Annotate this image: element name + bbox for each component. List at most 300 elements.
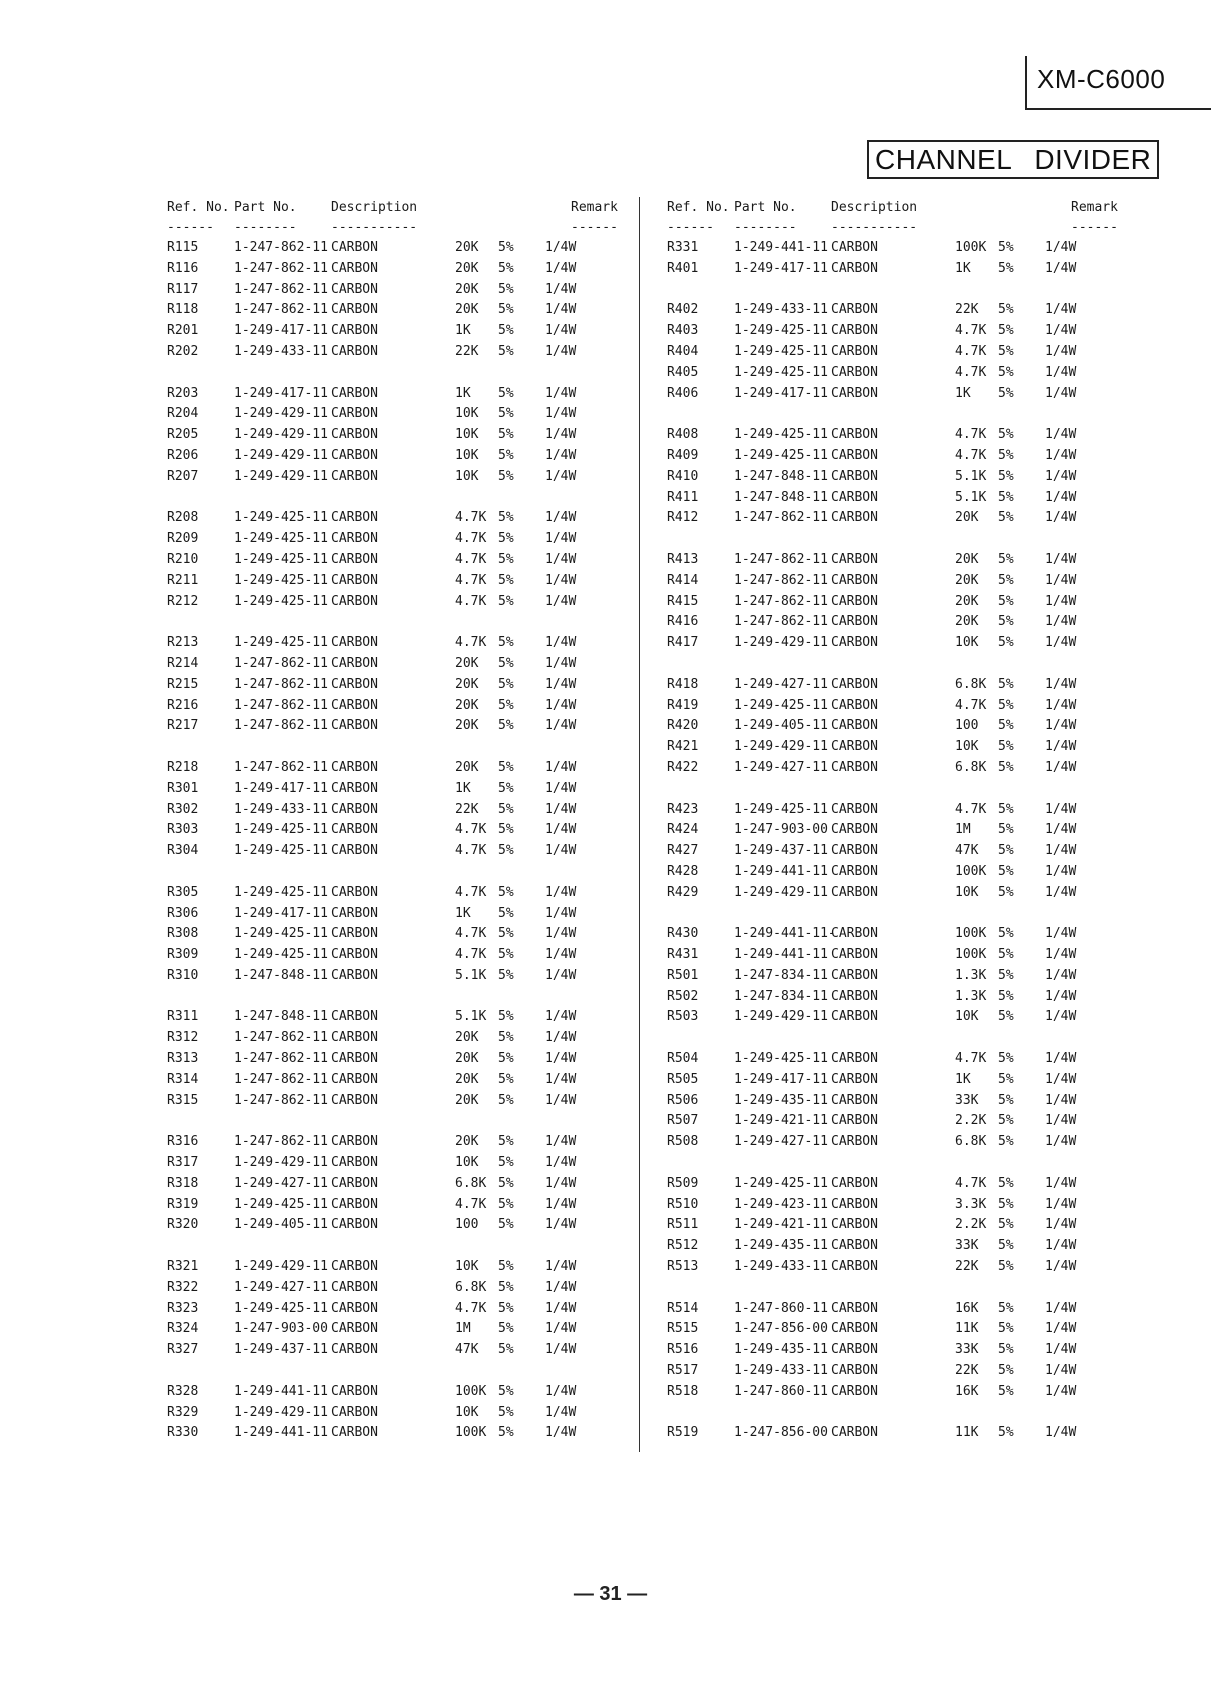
ref-no: R315	[167, 1092, 199, 1108]
tolerance: 5%	[498, 1217, 514, 1233]
ref-no: R216	[167, 697, 199, 713]
ref-no: R316	[167, 1134, 199, 1150]
tolerance: 5%	[498, 635, 514, 651]
description: CARBON	[831, 1051, 878, 1067]
power-rating: 1/4W	[545, 302, 577, 318]
table-row	[667, 987, 1137, 1008]
table-row	[167, 966, 637, 987]
table-row	[167, 945, 637, 966]
ref-no: R322	[167, 1279, 199, 1295]
description: CARBON	[331, 1300, 378, 1316]
table-row	[167, 654, 637, 675]
table-row	[167, 1299, 637, 1320]
tolerance: 5%	[998, 1071, 1014, 1087]
tolerance: 5%	[498, 1175, 514, 1191]
tolerance: 5%	[998, 489, 1014, 505]
value: 20K	[955, 593, 979, 609]
value: 4.7K	[955, 447, 987, 463]
power-rating: 1/4W	[545, 260, 577, 276]
description: CARBON	[331, 1259, 378, 1275]
value: 6.8K	[455, 1175, 487, 1191]
description: CARBON	[831, 323, 878, 339]
value: 1K	[455, 385, 471, 401]
value: 10K	[955, 739, 979, 755]
section-title-word: DIVIDER	[1034, 144, 1152, 175]
part-no: 1-249-425-11	[734, 1175, 828, 1191]
tolerance: 5%	[998, 1259, 1014, 1275]
power-rating: 1/4W	[545, 447, 577, 463]
power-rating: 1/4W	[545, 822, 577, 838]
table-row	[167, 696, 637, 717]
power-rating: 1/4W	[545, 1404, 577, 1420]
part-no: 1-249-429-11	[734, 635, 828, 651]
tolerance: 5%	[998, 593, 1014, 609]
tolerance: 5%	[998, 1217, 1014, 1233]
tolerance: 5%	[498, 759, 514, 775]
value: 100K	[955, 240, 987, 255]
tolerance: 5%	[498, 905, 514, 921]
description: CARBON	[831, 572, 878, 588]
description: CARBON	[831, 967, 878, 983]
value: 4.7K	[455, 1196, 487, 1212]
part-no: 1-249-435-11	[734, 1238, 828, 1254]
description: CARBON	[831, 988, 878, 1004]
value: 4.7K	[455, 1300, 487, 1316]
power-rating: 1/4W	[1045, 1196, 1077, 1212]
tolerance: 5%	[498, 926, 514, 942]
tolerance: 5%	[498, 447, 514, 463]
power-rating: 1/4W	[1045, 1363, 1077, 1379]
tolerance: 5%	[498, 1051, 514, 1067]
tolerance: 5%	[998, 1363, 1014, 1379]
part-no: 1-249-433-11	[734, 1363, 828, 1379]
part-no: 1-249-425-11	[734, 1051, 828, 1067]
table-row	[167, 238, 637, 259]
table-row	[167, 716, 637, 737]
table-row	[167, 446, 637, 467]
value: 16K	[955, 1300, 979, 1316]
parts-list-body	[667, 238, 1137, 1444]
value: 20K	[955, 510, 979, 526]
power-rating: 1/4W	[1045, 739, 1077, 755]
ref-no: R402	[667, 302, 699, 318]
value: 4.7K	[455, 593, 487, 609]
model-number: XM-C6000	[1037, 64, 1166, 94]
tolerance: 5%	[998, 1342, 1014, 1358]
table-row	[667, 716, 1137, 737]
part-no: 1-249-433-11	[734, 302, 828, 318]
tolerance: 5%	[998, 343, 1014, 359]
power-rating: 1/4W	[545, 635, 577, 651]
description: CARBON	[331, 926, 378, 942]
description: CARBON	[331, 468, 378, 484]
table-row	[667, 508, 1137, 529]
part-no: 1-249-429-11	[234, 1155, 328, 1171]
value: 100K	[455, 1383, 487, 1399]
part-no: 1-247-862-11	[234, 1030, 328, 1046]
tolerance: 5%	[998, 1321, 1014, 1337]
power-rating: 1/4W	[545, 1383, 577, 1399]
ref-no: R321	[167, 1259, 199, 1275]
ref-no: R211	[167, 572, 199, 588]
tolerance: 5%	[498, 343, 514, 359]
description: CARBON	[331, 1071, 378, 1087]
ref-no: R401	[667, 260, 699, 276]
ref-no: R317	[167, 1155, 199, 1171]
description: CARBON	[831, 1071, 878, 1087]
part-no: 1-249-427-11	[734, 759, 828, 775]
table-row	[167, 259, 637, 280]
tolerance: 5%	[498, 947, 514, 963]
part-no: 1-247-862-11	[234, 281, 328, 297]
part-no: 1-247-848-11	[234, 967, 328, 983]
part-no: 1-249-425-11	[234, 947, 328, 963]
group-spacer	[667, 1403, 1137, 1424]
power-rating: 1/4W	[545, 1279, 577, 1295]
power-rating: 1/4W	[545, 281, 577, 297]
table-row	[167, 300, 637, 321]
ref-no: R504	[667, 1051, 699, 1067]
ref-no: R517	[667, 1363, 699, 1379]
table-row	[667, 571, 1137, 592]
description-underline: -----------	[831, 220, 918, 235]
value: 2.2K	[955, 1217, 987, 1233]
table-row	[667, 1423, 1137, 1444]
description: CARBON	[331, 1196, 378, 1212]
tolerance: 5%	[998, 1051, 1014, 1067]
description: CARBON	[831, 1363, 878, 1379]
value: 10K	[455, 427, 479, 443]
part-no: 1-249-427-11	[734, 1134, 828, 1150]
tolerance: 5%	[998, 1383, 1014, 1399]
model-frame-horizontal-rule	[1025, 108, 1211, 110]
group-spacer	[167, 1236, 637, 1257]
table-row	[667, 1215, 1137, 1236]
power-rating: 1/4W	[545, 843, 577, 859]
value: 10K	[955, 1009, 979, 1025]
power-rating: 1/4W	[1045, 1071, 1077, 1087]
power-rating: 1/4W	[1045, 323, 1077, 339]
value: 10K	[455, 468, 479, 484]
description: CARBON	[331, 1279, 378, 1295]
ref-no: R202	[167, 343, 199, 359]
power-rating: 1/4W	[1045, 447, 1077, 463]
part-no: 1-249-429-11	[734, 884, 828, 900]
value: 22K	[955, 1363, 979, 1379]
tolerance: 5%	[498, 551, 514, 567]
table-row	[667, 1319, 1137, 1340]
value: 33K	[955, 1238, 979, 1254]
power-rating: 1/4W	[1045, 1342, 1077, 1358]
table-row	[167, 904, 637, 925]
power-rating: 1/4W	[545, 531, 577, 547]
tolerance: 5%	[498, 967, 514, 983]
part-underline: --------	[734, 220, 797, 235]
part-no: 1-247-856-00	[734, 1425, 828, 1441]
power-rating: 1/4W	[1045, 988, 1077, 1004]
power-rating: 1/4W	[1045, 1300, 1077, 1316]
ref-no: R513	[667, 1259, 699, 1275]
table-row	[167, 467, 637, 488]
value: 6.8K	[955, 1134, 987, 1150]
table-row	[167, 1028, 637, 1049]
value: 20K	[455, 302, 479, 318]
part-no: 1-247-862-11	[234, 676, 328, 692]
power-rating: 1/4W	[1045, 1259, 1077, 1275]
tolerance: 5%	[998, 926, 1014, 942]
power-rating: 1/4W	[1045, 635, 1077, 651]
table-row	[667, 1091, 1137, 1112]
value: 4.7K	[955, 427, 987, 443]
description: CARBON	[831, 1009, 878, 1025]
table-row	[667, 259, 1137, 280]
tolerance: 5%	[498, 1404, 514, 1420]
table-row	[667, 384, 1137, 405]
description: CARBON	[831, 427, 878, 443]
part-no: 1-249-429-11	[234, 468, 328, 484]
part-header: Part No.	[234, 200, 297, 215]
part-no: 1-247-862-11	[734, 572, 828, 588]
ref-no: R308	[167, 926, 199, 942]
ref-no: R324	[167, 1321, 199, 1337]
ref-no: R430	[667, 926, 699, 942]
power-rating: 1/4W	[545, 427, 577, 443]
value: 1M	[455, 1321, 471, 1337]
table-row	[167, 924, 637, 945]
ref-no: R404	[667, 343, 699, 359]
value: 4.7K	[455, 926, 487, 942]
value: 1K	[955, 260, 971, 276]
value: 11K	[955, 1321, 979, 1337]
part-no: 1-249-433-11	[234, 801, 328, 817]
part-no: 1-249-427-11	[234, 1175, 328, 1191]
value: 20K	[955, 551, 979, 567]
part-no: 1-249-441-11	[734, 240, 828, 255]
tolerance: 5%	[498, 1342, 514, 1358]
tolerance: 5%	[498, 302, 514, 318]
ref-no: R419	[667, 697, 699, 713]
description: CARBON	[831, 1342, 878, 1358]
table-row	[667, 800, 1137, 821]
ref-no: R212	[167, 593, 199, 609]
power-rating: 1/4W	[545, 1217, 577, 1233]
part-no: 1-247-862-11	[734, 510, 828, 526]
value: 1K	[955, 1071, 971, 1087]
value: 4.7K	[955, 364, 987, 380]
description: CARBON	[331, 385, 378, 401]
value: 1K	[455, 323, 471, 339]
group-spacer	[667, 654, 1137, 675]
value: 4.7K	[955, 323, 987, 339]
tolerance: 5%	[498, 510, 514, 526]
value: 1K	[955, 385, 971, 401]
tolerance: 5%	[498, 1383, 514, 1399]
part-no: 1-247-903-00	[234, 1321, 328, 1337]
value: 100	[955, 718, 979, 734]
description: CARBON	[831, 1175, 878, 1191]
tolerance: 5%	[998, 843, 1014, 859]
description: CARBON	[831, 1383, 878, 1399]
ref-no: R327	[167, 1342, 199, 1358]
ref-no: R330	[167, 1425, 199, 1441]
tolerance: 5%	[498, 718, 514, 734]
tolerance: 5%	[998, 260, 1014, 276]
power-rating: 1/4W	[1045, 551, 1077, 567]
description: CARBON	[831, 364, 878, 380]
description: CARBON	[331, 593, 378, 609]
ref-no: R117	[167, 281, 199, 297]
power-rating: 1/4W	[1045, 947, 1077, 963]
part-no: 1-249-429-11	[734, 739, 828, 755]
ref-no: R418	[667, 676, 699, 692]
ref-no: R505	[667, 1071, 699, 1087]
group-spacer	[667, 280, 1137, 301]
part-no: 1-249-425-11	[734, 343, 828, 359]
part-no: 1-247-862-11	[234, 1071, 328, 1087]
power-rating: 1/4W	[1045, 1134, 1077, 1150]
ref-no: R118	[167, 302, 199, 318]
value: 20K	[455, 697, 479, 713]
value: 5.1K	[955, 468, 987, 484]
power-rating: 1/4W	[545, 718, 577, 734]
description: CARBON	[831, 1196, 878, 1212]
tolerance: 5%	[998, 1113, 1014, 1129]
part-no: 1-249-429-11	[234, 427, 328, 443]
tolerance: 5%	[498, 843, 514, 859]
part-no: 1-249-429-11	[234, 447, 328, 463]
value: 100K	[955, 863, 987, 879]
table-row	[667, 841, 1137, 862]
part-no: 1-249-441-11	[234, 1383, 328, 1399]
table-row	[167, 280, 637, 301]
ref-no: R207	[167, 468, 199, 484]
ref-no: R403	[667, 323, 699, 339]
tolerance: 5%	[998, 947, 1014, 963]
description: CARBON	[831, 260, 878, 276]
description: CARBON	[831, 739, 878, 755]
power-rating: 1/4W	[1045, 1425, 1077, 1441]
tolerance: 5%	[498, 1259, 514, 1275]
tolerance: 5%	[998, 1009, 1014, 1025]
power-rating: 1/4W	[1045, 1383, 1077, 1399]
table-row	[167, 1007, 637, 1028]
part-no: 1-249-429-11	[234, 406, 328, 422]
power-rating: 1/4W	[1045, 593, 1077, 609]
group-spacer	[667, 1028, 1137, 1049]
part-no: 1-247-862-11	[234, 1051, 328, 1067]
description: CARBON	[331, 1030, 378, 1046]
tolerance: 5%	[498, 323, 514, 339]
table-row	[667, 1382, 1137, 1403]
ref-no: R516	[667, 1342, 699, 1358]
ref-no: R328	[167, 1383, 199, 1399]
ref-no: R510	[667, 1196, 699, 1212]
power-rating: 1/4W	[1045, 843, 1077, 859]
description: CARBON	[331, 406, 378, 422]
part-no: 1-247-862-11	[234, 1134, 328, 1150]
tolerance: 5%	[498, 801, 514, 817]
value: 5.1K	[955, 489, 987, 505]
power-rating: 1/4W	[545, 947, 577, 963]
table-row	[167, 841, 637, 862]
value: 4.7K	[955, 697, 987, 713]
description: CARBON	[831, 697, 878, 713]
part-no: 1-249-405-11	[234, 1217, 328, 1233]
value: 20K	[455, 718, 479, 734]
value: 11K	[955, 1425, 979, 1441]
ref-no: R428	[667, 863, 699, 879]
description: CARBON	[831, 1217, 878, 1233]
tolerance: 5%	[998, 1134, 1014, 1150]
value: 20K	[455, 1051, 479, 1067]
part-no: 1-249-435-11	[734, 1092, 828, 1108]
description: CARBON	[331, 1342, 378, 1358]
part-no: 1-249-427-11	[734, 676, 828, 692]
table-row	[167, 1070, 637, 1091]
tolerance: 5%	[498, 1196, 514, 1212]
ref-no: R427	[667, 843, 699, 859]
power-rating: 1/4W	[1045, 1009, 1077, 1025]
tolerance: 5%	[998, 676, 1014, 692]
tolerance: 5%	[498, 427, 514, 443]
tolerance: 5%	[998, 323, 1014, 339]
parts-list-right-column	[667, 198, 1137, 1444]
description: CARBON	[831, 1092, 878, 1108]
value: 4.7K	[955, 343, 987, 359]
value: 4.7K	[455, 843, 487, 859]
value: 1K	[455, 780, 471, 796]
ref-no: R421	[667, 739, 699, 755]
value: 4.7K	[455, 510, 487, 526]
part-no: 1-249-417-11	[234, 905, 328, 921]
table-row	[167, 633, 637, 654]
power-rating: 1/4W	[1045, 614, 1077, 630]
part-header: Part No.	[734, 200, 797, 215]
description: CARBON	[831, 385, 878, 401]
group-spacer	[167, 862, 637, 883]
power-rating: 1/4W	[545, 905, 577, 921]
tolerance: 5%	[498, 884, 514, 900]
table-row	[667, 446, 1137, 467]
value: 20K	[455, 281, 479, 297]
part-no: 1-249-417-11	[234, 385, 328, 401]
table-row	[667, 675, 1137, 696]
ref-no: R205	[167, 427, 199, 443]
tolerance: 5%	[998, 240, 1014, 255]
power-rating: 1/4W	[545, 1071, 577, 1087]
ref-no: R415	[667, 593, 699, 609]
power-rating: 1/4W	[545, 884, 577, 900]
power-rating: 1/4W	[1045, 1051, 1077, 1067]
table-row	[667, 758, 1137, 779]
part-no: 1-249-417-11	[734, 1071, 828, 1087]
ref-no: R414	[667, 572, 699, 588]
table-row	[167, 1257, 637, 1278]
power-rating: 1/4W	[1045, 967, 1077, 983]
power-rating: 1/4W	[1045, 572, 1077, 588]
ref-no: R422	[667, 759, 699, 775]
part-no: 1-249-433-11	[734, 1259, 828, 1275]
description: CARBON	[331, 718, 378, 734]
group-spacer	[167, 488, 637, 509]
tolerance: 5%	[998, 1092, 1014, 1108]
part-no: 1-249-441-11	[234, 1425, 328, 1441]
tolerance: 5%	[498, 406, 514, 422]
ref-no: R318	[167, 1175, 199, 1191]
description: CARBON	[831, 593, 878, 609]
power-rating: 1/4W	[545, 240, 577, 255]
description: CARBON	[831, 801, 878, 817]
